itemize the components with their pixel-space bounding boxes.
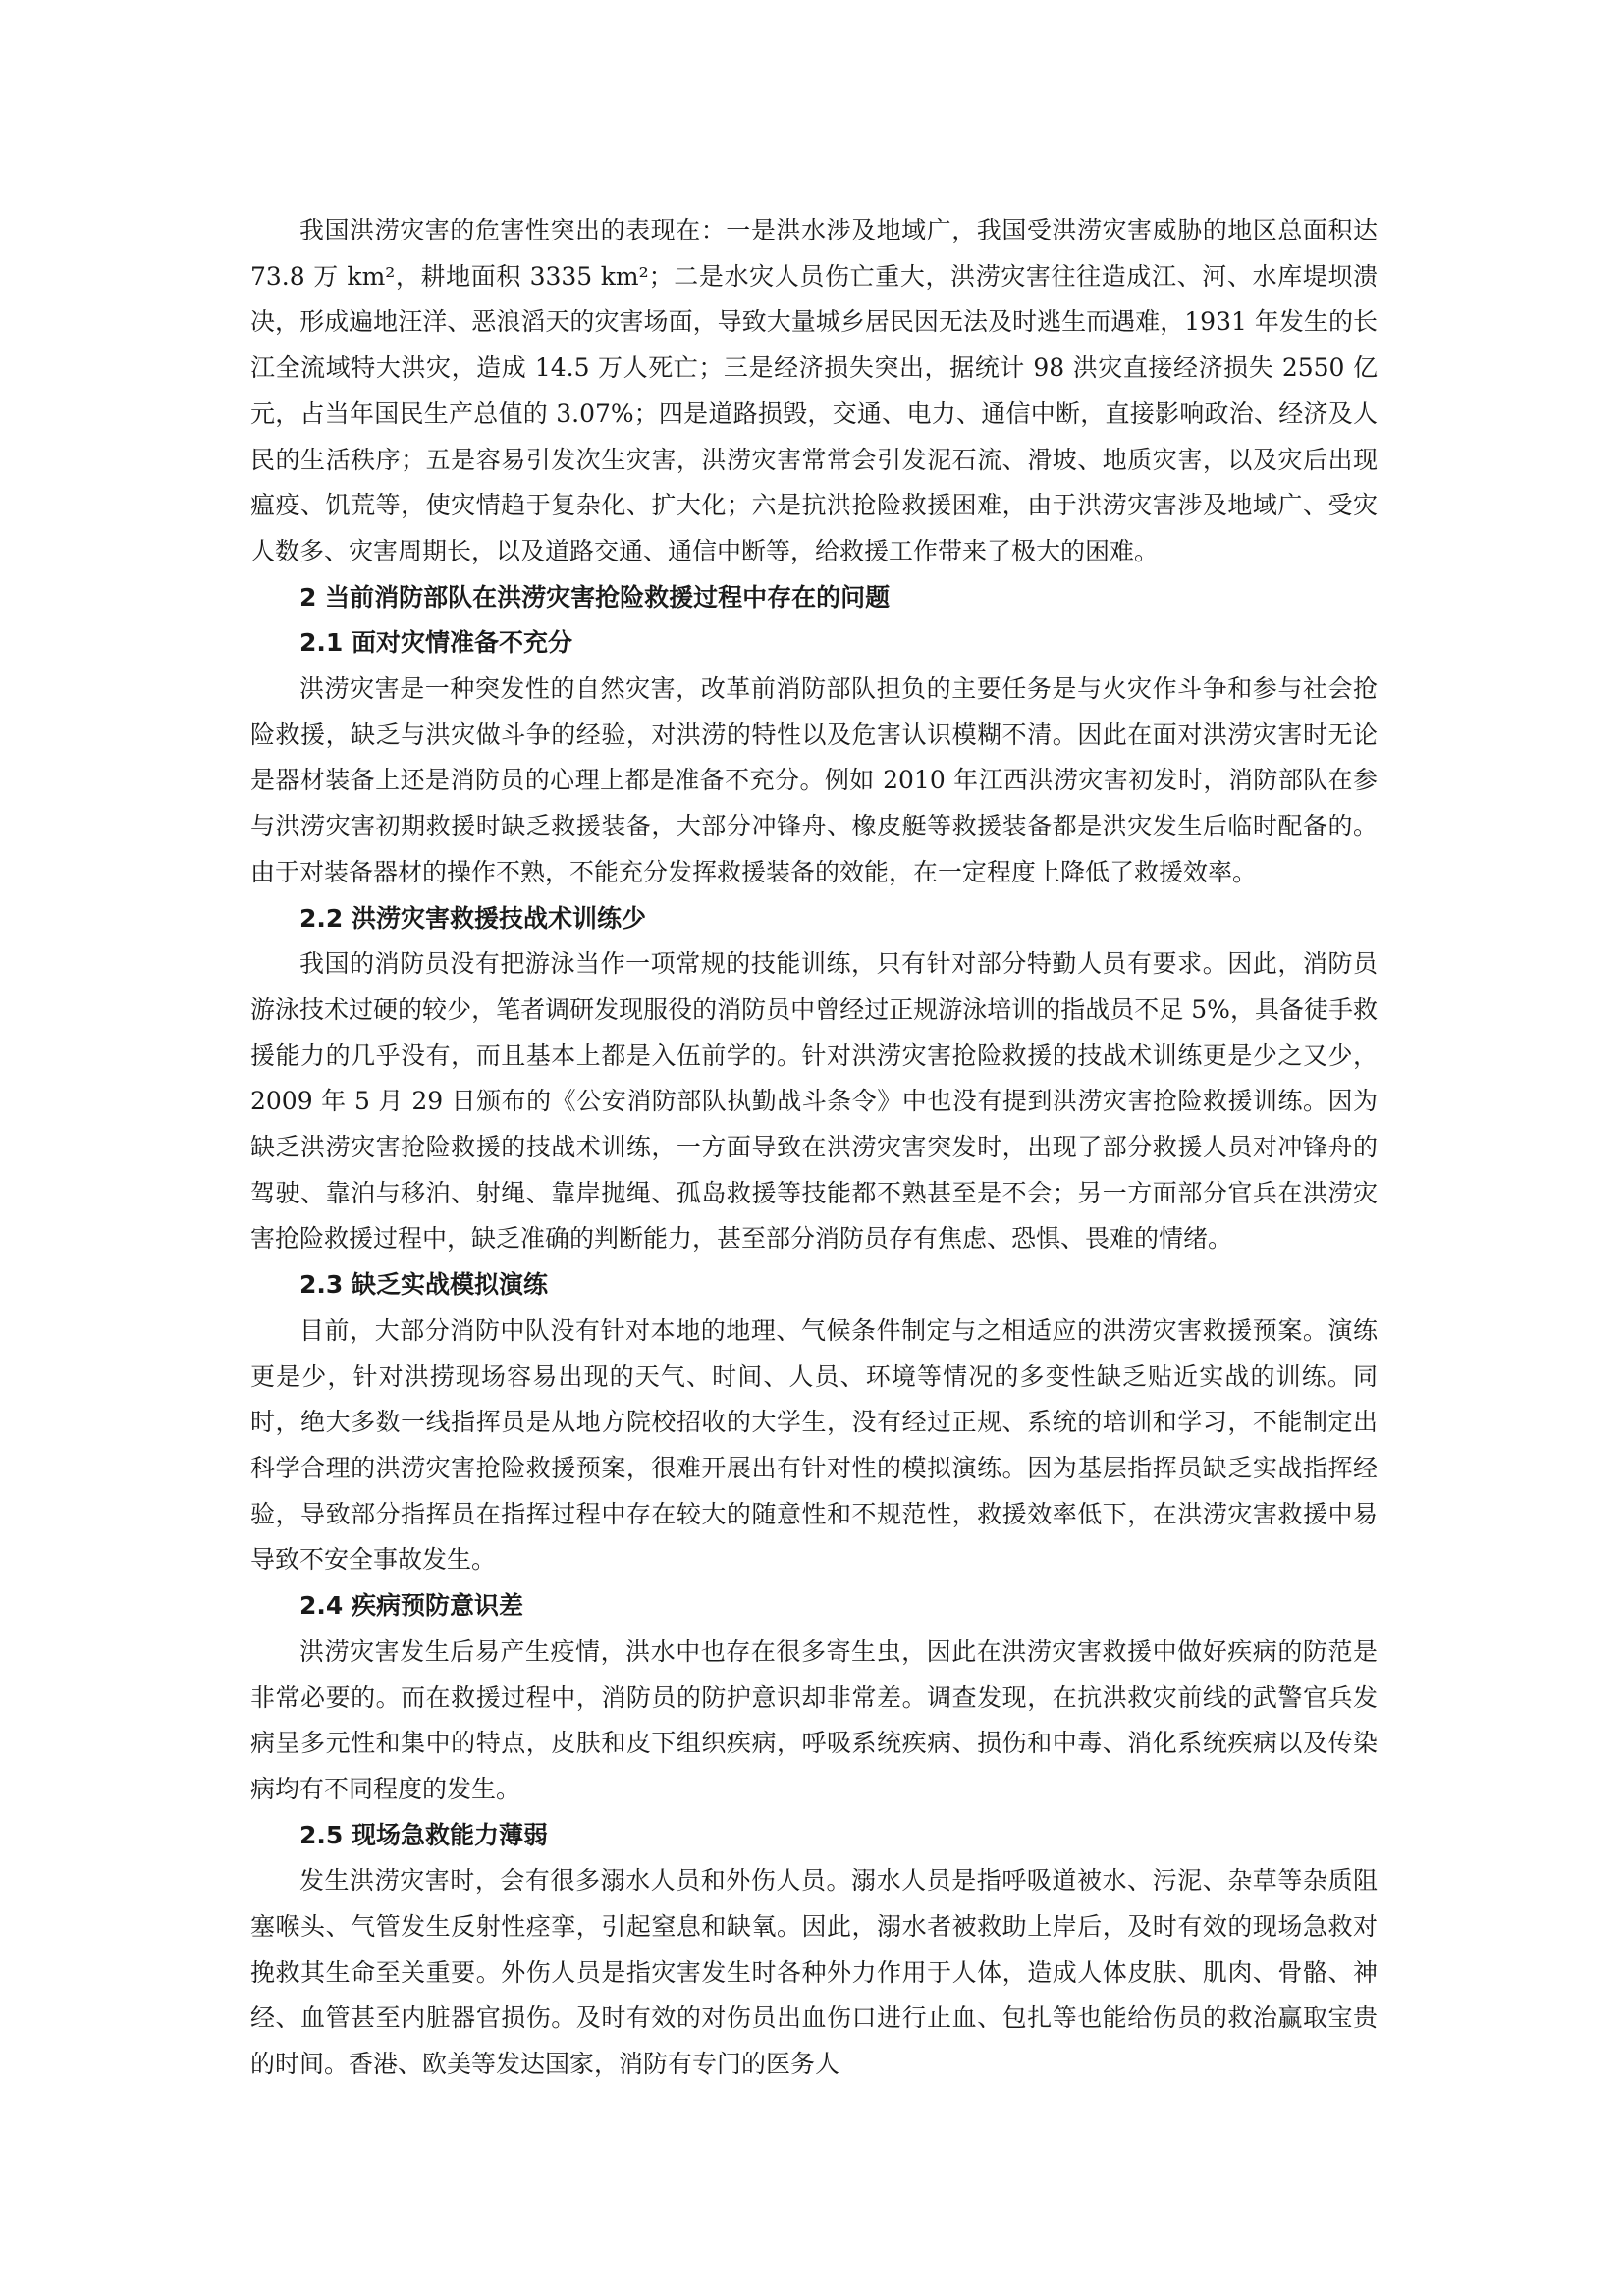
section-2-4-heading: 2.4 疾病预防意识差 <box>299 1591 523 1621</box>
section-2-5-heading: 2.5 现场急救能力薄弱 <box>299 1820 548 1849</box>
section-2-heading: 2 当前消防部队在洪涝灾害抢险救援过程中存在的问题 <box>299 582 891 612</box>
section-2-2-paragraph: 我国的消防员没有把游泳当作一项常规的技能训练，只有针对部分特勤人员有要求。因此，消防员游泳技术过硬的较少，笔者调研发现服役的消防员中曾经过正规游泳培训的指战员不足 5%，具备徒手救援能力的几乎没有，而且基本上都是入伍前学的。针对洪涝灾害抢险救援的技战术训练更是少之又少，2009 年 5 月 29 日颁布的《公安消防部队执勤战斗条令》中也没有提到洪涝灾害抢险救援训练。因为缺乏洪涝灾害抢险救援的技战术训练，一方面导致在洪涝灾害突发时，出现了部分救援人员对冲锋舟的驾驶、靠泊与移泊、射绳、靠岸抛绳、孤岛救援等技能都不熟甚至是不会；另一方面部分官兵在洪涝灾害抢险救援过程中，缺乏准确的判断能力，甚至部分消防员存有焦虑、恐惧、畏难的情绪。 <box>250 949 1378 1254</box>
section-2-5-paragraph: 发生洪涝灾害时，会有很多溺水人员和外伤人员。溺水人员是指呼吸道被水、污泥、杂草等杂质阻塞喉头、气管发生反射性痉挛，引起窒息和缺氧。因此，溺水者被救助上岸后，及时有效的现场急救对挽救其生命至关重要。外伤人员是指灾害发生时各种外力作用于人体，造成人体皮肤、肌肉、骨骼、神经、血管甚至内脏器官损伤。及时有效的对伤员出血伤口进行止血、包扎等也能给伤员的救治赢取宝贵的时间。香港、欧美等发达国家，消防有专门的医务人 <box>250 1866 1378 2079</box>
section-2-2-heading: 2.2 洪涝灾害救援技战术训练少 <box>299 903 646 933</box>
section-2-3-paragraph: 目前，大部分消防中队没有针对本地的地理、气候条件制定与之相适应的洪涝灾害救援预案。演练更是少，针对洪捞现场容易出现的天气、时间、人员、环境等情况的多变性缺乏贴近实战的训练。同时，绝大多数一线指挥员是从地方院校招收的大学生，没有经过正规、系统的培训和学习，不能制定出科学合理的洪涝灾害抢险救援预案，很难开展出有针对性的模拟演练。因为基层指挥员缺乏实战指挥经验，导致部分指挥员在指挥过程中存在较大的随意性和不规范性，救援效率低下，在洪涝灾害救援中易导致不安全事故发生。 <box>250 1315 1378 1575</box>
section-2-4-paragraph: 洪涝灾害发生后易产生疫情，洪水中也存在很多寄生虫，因此在洪涝灾害救援中做好疾病的防范是非常必要的。而在救援过程中，消防员的防护意识却非常差。调查发现，在抗洪救灾前线的武警官兵发病呈多元性和集中的特点，皮肤和皮下组织疾病，呼吸系统疾病、损伤和中毒、消化系统疾病以及传染病均有不同程度的发生。 <box>250 1636 1378 1803</box>
document-page <box>250 208 1378 2088</box>
section-2-1-heading: 2.1 面对灾情准备不充分 <box>299 628 572 658</box>
section-2-1-paragraph: 洪涝灾害是一种突发性的自然灾害，改革前消防部队担负的主要任务是与火灾作斗争和参与社会抢险救援，缺乏与洪灾做斗争的经验，对洪涝的特性以及危害认识模糊不清。因此在面对洪涝灾害时无论是器材装备上还是消防员的心理上都是准备不充分。例如 2010 年江西洪涝灾害初发时，消防部队在参与洪涝灾害初期救援时缺乏救援装备，大部分冲锋舟、橡皮艇等救援装备都是洪灾发生后临时配备的。由于对装备器材的操作不熟，不能充分发挥救援装备的效能，在一定程度上降低了救援效率。 <box>250 674 1378 886</box>
intro-paragraph: 我国洪涝灾害的危害性突出的表现在：一是洪水涉及地域广，我国受洪涝灾害威胁的地区总面积达 73.8 万 km²，耕地面积 3335 km²；二是水灾人员伤亡重大，洪涝灾害往往造成江、河、水库堤坝溃决，形成遍地汪洋、恶浪滔天的灾害场面，导致大量城乡居民因无法及时逃生而遇难，1931 年发生的长江全流域特大洪灾，造成 14.5 万人死亡；三是经济损失突出，据统计 98 洪灾直接经济损失 2550 亿元，占当年国民生产总值的 3.07%；四是道路损毁，交通、电力、通信中断，直接影响政治、经济及人民的生活秩序；五是容易引发次生灾害，洪涝灾害常常会引发泥石流、滑坡、地质灾害，以及灾后出现瘟疫、饥荒等，使灾情趋于复杂化、扩大化；六是抗洪抢险救援困难，由于洪涝灾害涉及地域广、受灾人数多、灾害周期长，以及道路交通、通信中断等，给救援工作带来了极大的困难。 <box>250 216 1378 565</box>
section-2-3-heading: 2.3 缺乏实战模拟演练 <box>299 1270 548 1300</box>
